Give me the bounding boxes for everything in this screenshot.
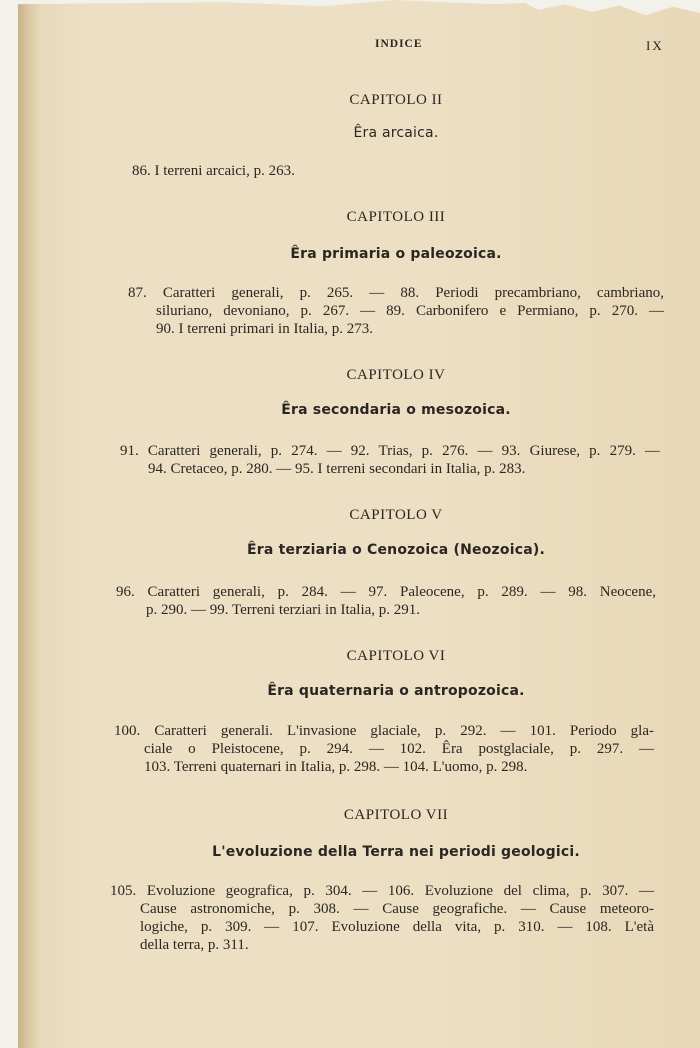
chapter-heading: CAPITOLO III — [346, 209, 446, 225]
chapter-title: Êra terziaria o Cenozoica (Neozoica). — [247, 542, 545, 558]
entry-line: 96. Caratteri generali, p. 284. — 97. Paleocene, p. 289. — 98. Neocene, — [116, 584, 656, 600]
entry-line: ciale o Pleistocene, p. 294. — 102. Êra postglaciale, p. 297. — — [144, 741, 654, 757]
chapter-title: Êra secondaria o mesozoica. — [281, 402, 511, 418]
entry-line: 87. Caratteri generali, p. 265. — 88. Periodi precambriano, cambriano, — [128, 285, 664, 301]
chapter-title: Êra quaternaria o antropozoica. — [267, 683, 525, 699]
chapter-entry — [110, 882, 654, 954]
chapter-heading: CAPITOLO VII — [343, 807, 449, 823]
chapter-heading: CAPITOLO V — [349, 507, 443, 523]
entry-line: 94. Cretaceo, p. 280. — 95. I terreni secondari in Italia, p. 283. — [148, 461, 526, 477]
entry-line: 100. Caratteri generali. L'invasione glaciale, p. 292. — 101. Periodo gla- — [114, 723, 654, 739]
chapter-title: Êra primaria o paleozoica. — [290, 246, 502, 262]
chapter-entry — [114, 722, 654, 776]
entry-line: siluriano, devoniano, p. 267. — 89. Carbonifero e Permiano, p. 270. — — [156, 303, 664, 319]
chapter-entry — [128, 284, 664, 338]
chapter-title: Êra arcaica. — [353, 125, 439, 141]
page-number: IX — [646, 38, 664, 53]
entry-line: Cause astronomiche, p. 308. — Cause geografiche. — Cause meteoro- — [140, 901, 654, 917]
running-header — [0, 38, 700, 58]
chapter-heading: CAPITOLO IV — [346, 367, 446, 383]
running-header-title: INDICE — [375, 38, 423, 50]
entry-line: 86. I terreni arcaici, p. 263. — [132, 163, 295, 179]
chapter-heading: CAPITOLO II — [349, 92, 443, 108]
chapter-heading: CAPITOLO VI — [346, 648, 446, 664]
chapter-entry — [120, 442, 660, 478]
entry-line: logiche, p. 309. — 107. Evoluzione della vita, p. 310. — 108. L'età — [140, 919, 654, 935]
entry-line: 91. Caratteri generali, p. 274. — 92. Trias, p. 276. — 93. Giurese, p. 279. — — [120, 443, 660, 459]
entry-line: della terra, p. 311. — [140, 937, 249, 953]
entry-line: p. 290. — 99. Terreni terziari in Italia, p. 291. — [146, 602, 421, 618]
chapter-entry — [132, 162, 295, 180]
chapter-entry — [116, 583, 656, 619]
chapter-title: L'evoluzione della Terra nei periodi geologici. — [212, 844, 580, 860]
entry-line: 90. I terreni primari in Italia, p. 273. — [156, 321, 374, 337]
entry-line: 105. Evoluzione geografica, p. 304. — 106. Evoluzione del clima, p. 307. — — [110, 883, 654, 899]
entry-line: 103. Terreni quaternari in Italia, p. 298. — 104. L'uomo, p. 298. — [144, 759, 528, 775]
